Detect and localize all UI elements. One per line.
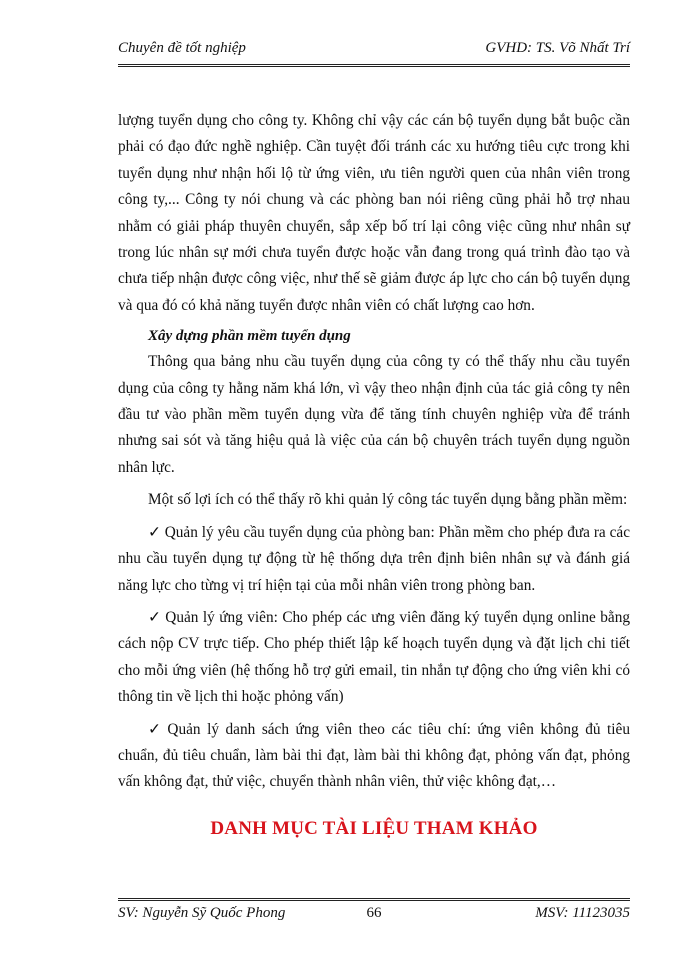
bullet-item: [118, 520, 630, 599]
section-title: DANH MỤC TÀI LIỆU THAM KHẢO: [210, 817, 538, 839]
page-header: [118, 40, 630, 67]
paragraph: Thông qua bảng nhu cầu tuyển dụng của công ty có thể thấy nhu cầu tuyển dụng của công ty hằng năm khá lớn, vì vậy theo nhận định của tác giả công ty nên đầu tư vào phần mềm tuyển dụng vừa để tăng tính chuyên nghiệp vừa để tránh nhưng sai sót và tăng hiệu quả là việc của cán bộ chuyên trách tuyển dụng nguồn nhân lực.: [118, 353, 630, 476]
checkmark-icon: ✓: [148, 523, 161, 541]
page-footer: [118, 898, 630, 929]
bullet-item: [118, 605, 630, 711]
footer-student-id: MSV: 11123035: [535, 905, 630, 921]
checkmark-icon: ✓: [148, 608, 161, 626]
paragraph: Một số lợi ích có thể thấy rõ khi quản lý công tác tuyển dụng bằng phần mềm:: [148, 491, 628, 509]
bullet-text: Quản lý yêu cầu tuyển dụng của phòng ban: Phần mềm cho phép đưa ra các nhu cầu tuyển dụng tự động từ hệ thống dựa trên định biên nhân sự và đánh giá năng lực cho từng vị trí hiện tại của mỗi nhân viên trong phòng ban.: [118, 523, 630, 594]
page-number: 66: [366, 905, 382, 921]
bullet-text: Quản lý danh sách ứng viên theo các tiêu chí: ứng viên không đủ tiêu chuẩn, đủ tiêu chuẩn, làm bài thi đạt, làm bài thi không đạt, phỏng vấn đạt, phỏng vấn không đạt, thử việc, chuyển thành nhân viên, thử việc không đạt,…: [118, 720, 630, 791]
subheading: Xây dựng phần mềm tuyển dụng: [148, 328, 351, 345]
header-title: Chuyên đề tốt nghiệp: [118, 40, 246, 56]
bullet-text: Quản lý ứng viên: Cho phép các ưng viên đăng ký tuyển dụng online bằng cách nộp CV trực tiếp. Cho phép thiết lập kế hoạch tuyển dụng và đặt lịch chi tiết cho mỗi ứng viên (hệ thống hỗ trợ gửi email, tin nhắn tự động cho ứng viên khi có thông tin về lịch thi hoặc phỏng vấn): [118, 608, 631, 706]
checkmark-icon: ✓: [148, 720, 161, 738]
page-content: [118, 108, 630, 840]
bullet-item: [118, 717, 630, 796]
header-advisor: GVHD: TS. Võ Nhất Trí: [485, 40, 630, 56]
paragraph: lượng tuyển dụng cho công ty. Không chỉ vậy các cán bộ tuyển dụng bắt buộc cần phải có đạo đức nghề nghiệp. Cần tuyệt đối tránh các xu hướng tiêu cực trong khi tuyển dụng như nhận hối lộ từ ứng viên, ưu tiên người quen của nhân viên trong công ty,... Công ty nói chung và các phòng ban nói riêng cũng phải hỗ trợ nhau nhằm có giải pháp thuyên chuyển, sắp xếp bố trí lại công việc cũng như nhân sự trong lúc nhân sự mới chưa tuyển được hoặc vẫn đang trong quá trình đào tạo và chưa tiếp nhận được công việc, như thế sẽ giảm được áp lực cho cán bộ tuyển dụng và qua đó có khả năng tuyển được nhân viên có chất lượng cao hơn.: [118, 112, 630, 314]
footer-student: SV: Nguyễn Sỹ Quốc Phong: [118, 905, 286, 921]
